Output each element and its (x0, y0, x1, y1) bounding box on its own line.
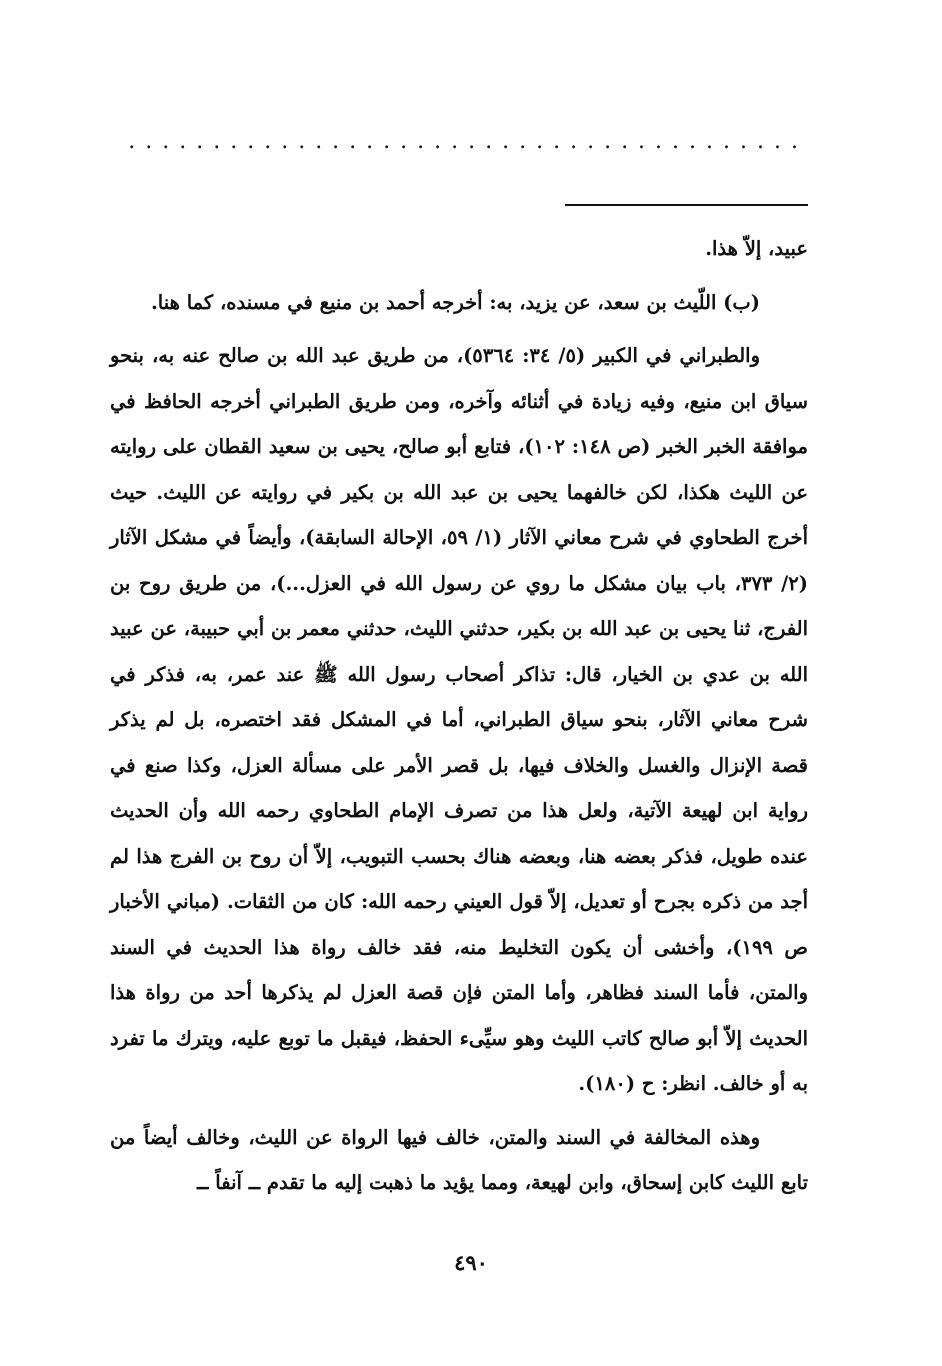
footnote-text (110, 226, 808, 1206)
dotted-separator: ........................................ (128, 132, 808, 152)
paragraph-1: عبيد، إلاّ هذا. (705, 237, 808, 260)
page-number: ٤٩٠ (454, 1250, 488, 1275)
footnote-rule (565, 204, 808, 206)
paragraph-2: (ب) اللّيث بن سعد، عن يزيد، به: أخرجه أحمد بن منيع في مسنده، كما هنا. (151, 290, 760, 314)
paragraph-3: والطبراني في الكبير (٥/ ٣٤: ٥٣٦٤)، من طريق عبد الله بن صالح عنه به، بنحو سياق ابن منيع، وفيه زيادة في أثنائه وآخره، ومن طريق الطبراني أخرجه الحافظ في موافقة الخبر الخبر (ص ١٤٨: ١٠٢)، فتابع أبو صالح، يحيى بن سعيد القطان على روايته عن الليث هكذا، لكن خالفهما يحيى بن عبد الله بن بكير في روايته عن الليث. حيث أخرج الطحاوي في شرح معاني الآثار (١/ ٥٩، الإحالة السابقة)، وأيضاً في مشكل الآثار (٢/ ٣٧٣، باب بيان مشكل ما روي عن رسول الله في العزل...)، من طريق روح بن الفرج، ثنا يحيى بن عبد الله بن بكير، حدثني الليث، حدثني معمر بن أبي حبيبة، عن عبيد الله بن عدي بن الخيار، قال: تذاكر أصحاب رسول الله ﷺ عند عمر، به، فذكر في شرح معاني الآثار، بنحو سياق الطبراني، أما في المشكل فقد اختصره، بل لم يذكر قصة الإنزال والغسل والخلاف فيها، بل قصر الأمر على مسألة العزل، وكذا صنع في رواية ابن لهيعة الآتية، ولعل هذا من تصرف الإمام الطحاوي رحمه الله وأن الحديث عنده طويل، فذكر بعضه هنا، وبعضه هناك بحسب التبويب، إلاّ أن روح بن الفرج هذا لم أجد من ذكره بجرح أو تعديل، إلاّ قول العيني رحمه الله: كان من الثقات. (مباني الأخبار ص ١٩٩)، وأخشى أن يكون التخليط منه، فقد خالف رواة هذا الحديث في السند والمتن، فأما السند فظاهر، وأما المتن فإن قصة العزل لم يذكرها أحد من رواة هذا الحديث إلاّ أبو صالح كاتب الليث وهو سيِّىء الحفظ، فيقبل ما توبع عليه، ويترك ما تفرد به أو خالف. انظر: ح (١٨٠). (110, 344, 808, 1095)
paragraph-4: وهذه المخالفة في السند والمتن، خالف فيها الرواة عن الليث، وخالف أيضاً من تابع الليث كابن إسحاق، وابن لهيعة، ومما يؤيد ما ذهبت إليه ما تقدم ــ آنفاً ــ (110, 1125, 808, 1194)
